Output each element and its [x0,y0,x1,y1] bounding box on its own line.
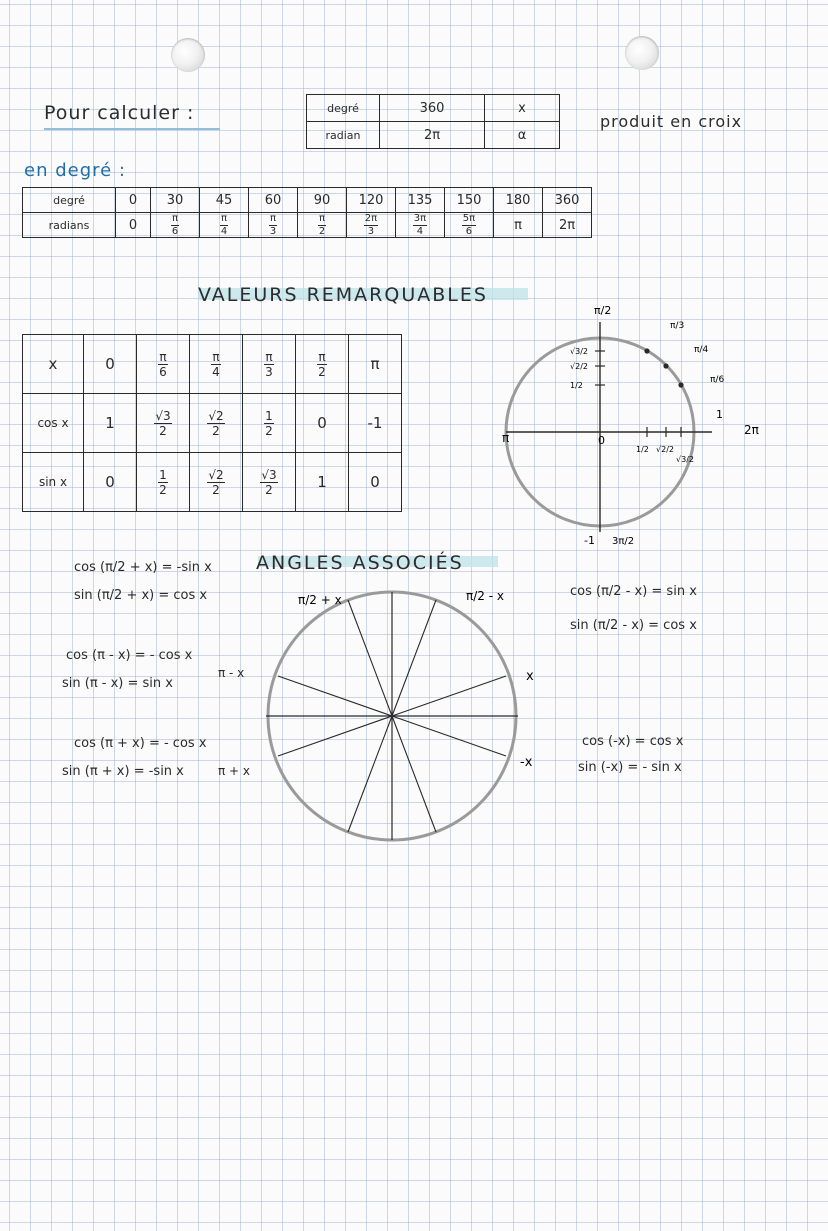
conv-cell: α [485,122,560,149]
label-top: π/2 [594,304,612,317]
row-label-x: x [23,335,84,394]
radian-value-numerator: π [318,212,326,224]
ray-x [392,676,506,716]
cos-value-numerator: √3 [155,408,171,423]
radian-value [318,214,326,237]
conv-cell: 2π [380,122,485,149]
x-tick-label: √3/2 [676,455,694,464]
x-value [158,351,167,378]
sin-value-denominator: 2 [212,482,220,497]
degree-cell: 30 [151,188,200,213]
label-right-value: 1 [716,408,723,421]
formula-minus-sin: sin (-x) = - sin x [578,760,682,775]
assoc-label-pi2-plus-x: π/2 + x [298,593,342,607]
x-value [264,351,273,378]
radian-cell [151,213,200,238]
radian-value-denominator: 2 [318,225,326,237]
label-left: π [502,431,510,445]
x-value-cell [243,335,296,394]
cos-value-denominator: 2 [265,423,273,438]
y-tick-label: 1/2 [570,381,583,390]
sin-value-denominator: 2 [159,482,167,497]
associated-angles-circle [240,580,560,870]
punch-hole-left [171,38,205,72]
intro-title-underline [44,128,220,130]
radian-cell [200,213,249,238]
formula-pi-minus-sin: sin (π - x) = sin x [62,676,173,691]
cos-value-cell [243,394,296,453]
degree-cell: 150 [445,188,494,213]
radian-cell [543,213,592,238]
radian-value-numerator: π [220,212,228,224]
assoc-label-pi-minus-x: π - x [218,666,245,680]
assoc-label-pi2-minus-x: π/2 - x [466,589,504,603]
cos-value-cell [190,394,243,453]
x-value-numerator: π [159,349,167,364]
assoc-label-pi-plus-x: π + x [218,764,251,778]
degree-radian-table [22,187,592,238]
point-pi-3 [644,348,649,353]
sin-value-numerator: √2 [208,467,224,482]
sin-value: 1 [317,473,327,491]
cos-value-cell [137,394,190,453]
x-value-cell [190,335,243,394]
sin-value [158,469,168,496]
punch-hole-right [625,36,659,70]
radian-cell [298,213,347,238]
associated-title: ANGLES ASSOCIÉS [256,552,464,574]
radian-value-denominator: 3 [269,225,277,237]
radian-cell [347,213,396,238]
radian-value-denominator: 3 [367,225,375,237]
arc-label-pi-4: π/4 [694,345,709,355]
radian-value-denominator: 4 [416,225,424,237]
cos-value-cell [296,394,349,453]
x-value-numerator: π [212,349,220,364]
x-value-denominator: 6 [159,364,167,379]
x-tick-label: 1/2 [636,445,649,454]
cos-value: -1 [367,414,383,432]
remarkable-title: VALEURS REMARQUABLES [198,284,488,306]
formula-pi2-plus-cos: cos (π/2 + x) = -sin x [74,560,212,575]
ray-mirror-b [392,716,436,832]
cos-value-cell [84,394,137,453]
conv-cell: 360 [380,95,485,122]
sin-value: 0 [370,473,380,491]
sin-value [207,469,224,496]
ray-pi2-minus-x [392,600,436,716]
radian-cell [445,213,494,238]
row-label-degree: degré [23,188,116,213]
degree-cell: 0 [116,188,151,213]
conv-cell: degré [307,95,380,122]
x-value-denominator: 2 [318,364,326,379]
x-value-numerator: π [265,349,273,364]
label-bottom-value: -1 [584,534,595,547]
arc-label-pi-6: π/6 [710,375,725,385]
radian-value [413,214,427,237]
sin-value-cell [190,453,243,512]
radian-cell [116,213,151,238]
intro-title: Pour calculer : [44,102,195,124]
point-pi-6 [678,382,683,387]
cos-value-numerator: 1 [265,408,273,423]
degree-cell: 120 [347,188,396,213]
assoc-label-minus-x: -x [520,755,533,770]
label-right: 2π [744,423,759,437]
cos-value [207,410,224,437]
x-value-denominator: 4 [212,364,220,379]
label-bottom: 3π/2 [612,536,635,547]
radian-value-denominator: 6 [171,225,179,237]
radian-value [462,214,476,237]
formula-pi-plus-cos: cos (π + x) = - cos x [74,736,207,751]
label-origin: 0 [598,434,605,447]
sin-value [260,469,277,496]
conv-cell: x [485,95,560,122]
sin-value-cell [243,453,296,512]
sin-value-cell [349,453,402,512]
formula-pi2-minus-cos: cos (π/2 - x) = sin x [570,584,697,599]
x-value-cell [349,335,402,394]
ray-mirror-a [348,716,392,832]
row-label-cos: cos x [23,394,84,453]
radian-cell [494,213,543,238]
formula-pi-plus-sin: sin (π + x) = -sin x [62,764,184,779]
ray-minus-x [392,716,506,756]
formula-pi2-plus-sin: sin (π/2 + x) = cos x [74,588,208,603]
sin-value-cell [84,453,137,512]
cos-value-denominator: 2 [212,423,220,438]
x-value-numerator: π [318,349,326,364]
x-value [317,351,326,378]
cos-value-denominator: 2 [159,423,167,438]
cos-value: 0 [317,414,327,432]
point-pi-4 [663,363,668,368]
conversion-table [306,94,560,149]
x-value-cell [137,335,190,394]
method-label: produit en croix [600,112,743,131]
formula-pi2-minus-sin: sin (π/2 - x) = cos x [570,618,697,633]
arc-label-pi-3: π/3 [670,321,685,331]
radian-value: π [514,217,522,233]
sin-value-cell [137,453,190,512]
x-value-cell [84,335,137,394]
ray-pi-plus-x [278,716,392,756]
row-label-radians: radians [23,213,116,238]
formula-pi-minus-cos: cos (π - x) = - cos x [66,648,193,663]
y-tick-label: √2/2 [570,362,588,371]
radian-value-numerator: 3π [413,212,427,224]
cos-value: 1 [105,414,115,432]
remarkable-values-table [22,334,402,512]
radian-value-numerator: π [269,212,277,224]
degree-cell: 180 [494,188,543,213]
radian-value: 0 [128,217,138,233]
sin-value-numerator: √3 [261,467,277,482]
radian-value-numerator: 5π [462,212,476,224]
cos-value-numerator: √2 [208,408,224,423]
radian-value: 2π [558,217,576,233]
degree-cell: 360 [543,188,592,213]
degrees-section-title: en degré : [24,160,126,181]
x-value: π [370,355,380,373]
radian-cell [249,213,298,238]
conv-cell: radian [307,122,380,149]
x-value: 0 [105,355,115,373]
degree-cell: 60 [249,188,298,213]
cos-value [264,410,274,437]
degree-cell: 135 [396,188,445,213]
radian-value-denominator: 6 [465,225,473,237]
radian-cell [396,213,445,238]
radian-value [171,214,179,237]
y-tick-label: √3/2 [570,347,588,356]
radian-value-numerator: π [171,212,179,224]
radian-value [269,214,277,237]
radian-value [364,214,378,237]
unit-circle-diagram [490,292,790,572]
sin-value-numerator: 1 [159,467,167,482]
radian-value-denominator: 4 [220,225,228,237]
sin-value-cell [296,453,349,512]
x-tick-label: √2/2 [656,445,674,454]
formula-minus-cos: cos (-x) = cos x [582,734,684,749]
degree-cell: 90 [298,188,347,213]
ray-pi2-plus-x [348,600,392,716]
assoc-label-x: x [526,669,534,684]
sin-value-denominator: 2 [265,482,273,497]
cos-value-cell [349,394,402,453]
x-value-cell [296,335,349,394]
x-value [211,351,220,378]
sin-value: 0 [105,473,115,491]
radian-value [220,214,228,237]
radian-value-numerator: 2π [364,212,378,224]
ray-pi-minus-x [278,676,392,716]
x-value-denominator: 3 [265,364,273,379]
degree-cell: 45 [200,188,249,213]
cos-value [154,410,171,437]
row-label-sin: sin x [23,453,84,512]
